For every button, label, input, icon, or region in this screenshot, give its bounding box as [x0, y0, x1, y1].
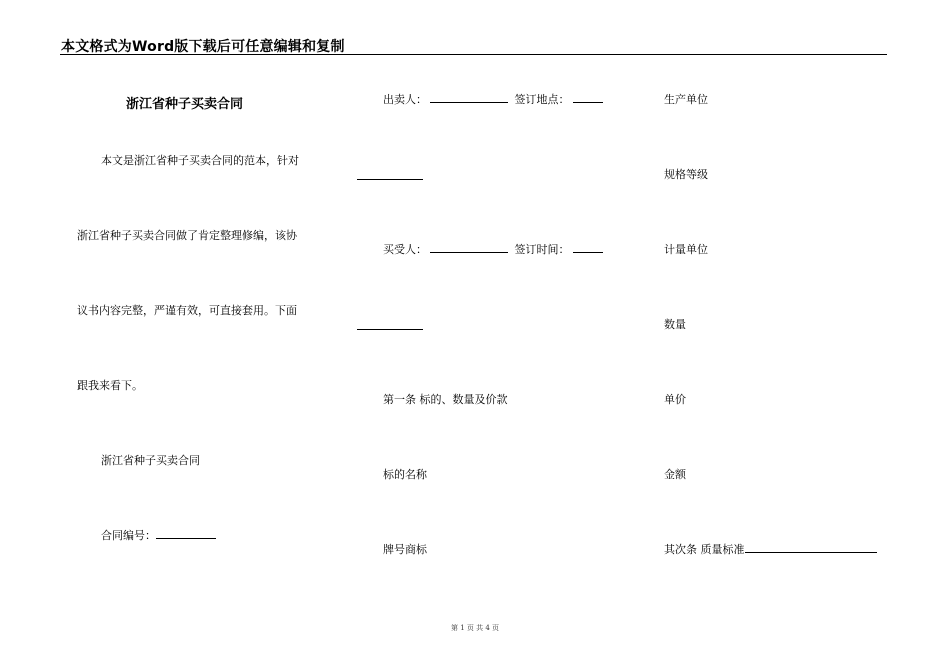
seller-label: 出卖人： [383, 93, 427, 106]
unit-label: 计量单位 [664, 243, 708, 256]
article-1-heading: 第一条 标的、数量及价款 [383, 393, 508, 406]
intro-line-1: 本文是浙江省种子买卖合同的范本，针对 [101, 154, 299, 167]
intro-line-2: 浙江省种子买卖合同做了肯定整理修编，该协 [77, 229, 297, 242]
seller-continuation-blank [357, 179, 423, 180]
intro-line-4: 跟我来看下。 [77, 379, 143, 392]
buyer-blank [430, 243, 508, 253]
buyer-label: 买受人： [383, 243, 427, 256]
document-title: 浙江省种子买卖合同 [126, 97, 244, 112]
article-2-row [664, 543, 877, 556]
page-number: 第 1 页 共 4 页 [450, 624, 500, 632]
amount-label: 金额 [664, 468, 686, 481]
seller-row [383, 93, 603, 106]
producer-label: 生产单位 [664, 93, 708, 106]
document-header: 本文格式为Word版下载后可任意编辑和复制 [61, 39, 345, 55]
seller-blank [430, 93, 508, 103]
buyer-continuation-blank [357, 329, 423, 330]
brand-label: 牌号商标 [383, 543, 427, 556]
contract-number-field [101, 529, 216, 542]
contract-number-blank [156, 529, 216, 539]
subject-name-label: 标的名称 [383, 468, 427, 481]
contract-number-label: 合同编号： [101, 529, 156, 542]
spec-label: 规格等级 [664, 168, 708, 181]
sign-time-blank [573, 243, 603, 253]
sign-time-label: 签订时间： [514, 243, 570, 256]
buyer-row [383, 243, 603, 256]
intro-line-3: 议书内容完整，严谨有效，可直接套用。下面 [77, 304, 297, 317]
article-2-heading: 其次条 质量标准 [664, 543, 745, 556]
sign-place-label: 签订地点： [514, 93, 570, 106]
unit-price-label: 单价 [664, 393, 686, 406]
contract-subtitle: 浙江省种子买卖合同 [101, 454, 200, 467]
header-divider [60, 54, 887, 55]
quality-standard-blank [745, 543, 877, 553]
quantity-label: 数量 [664, 318, 686, 331]
sign-place-blank [573, 93, 603, 103]
